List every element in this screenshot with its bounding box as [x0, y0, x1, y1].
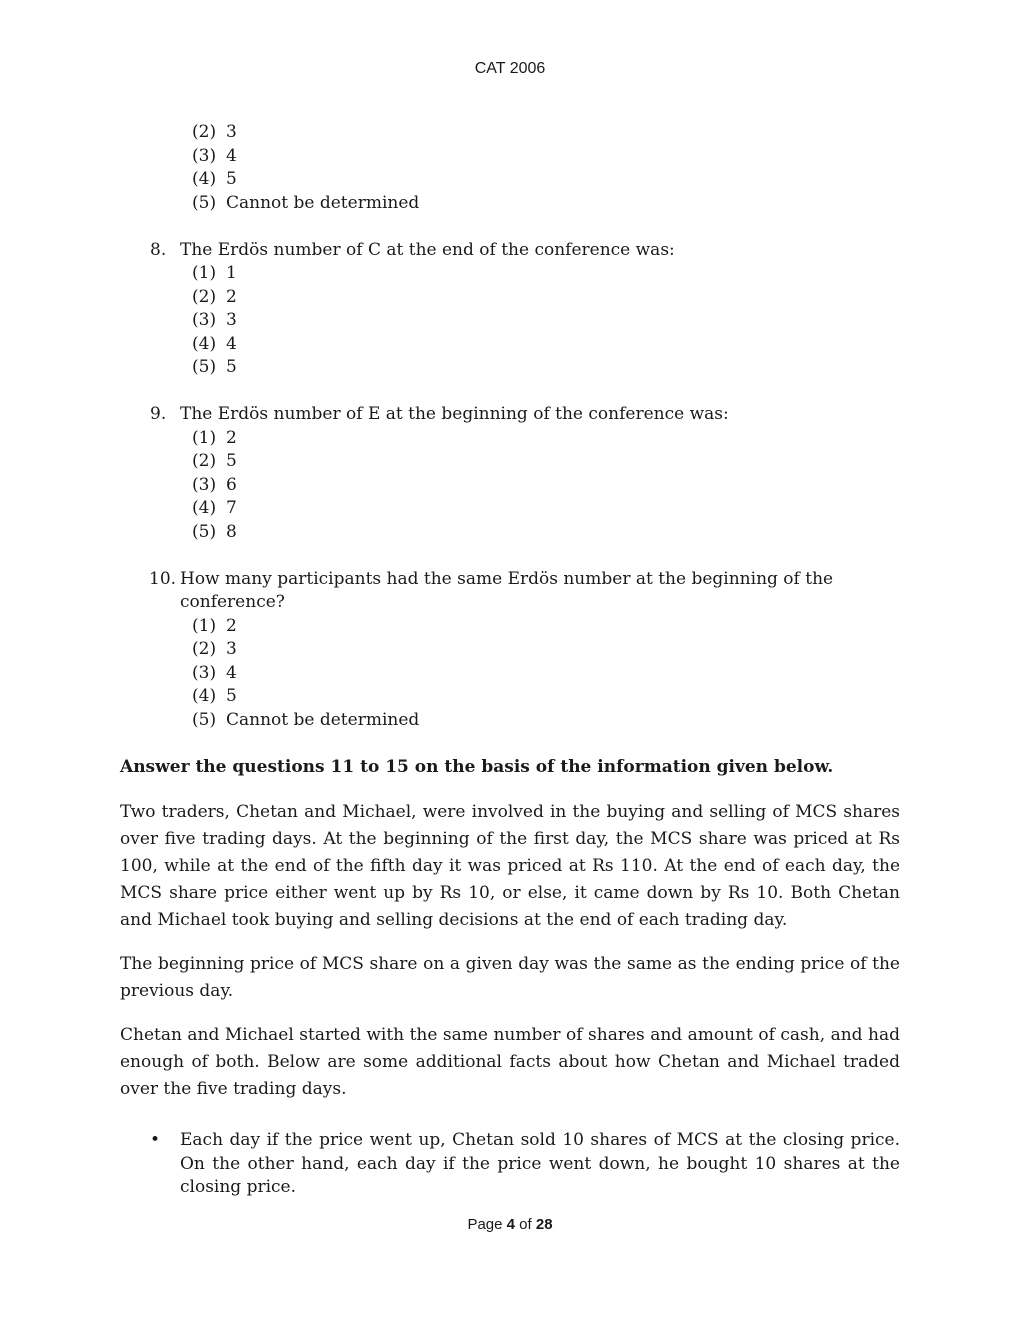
question-number: 8. [150, 239, 167, 260]
option: (5) 8 [192, 521, 237, 542]
question-9 [120, 403, 900, 544]
question-options [180, 615, 900, 733]
option: (2) 3 [192, 639, 237, 659]
question-number: 9. [150, 404, 167, 424]
continued-options [120, 121, 900, 215]
question-options [180, 427, 900, 545]
footer-current-page: 4 [506, 1216, 515, 1233]
option: (5) 5 [192, 357, 237, 377]
footer-total-pages: 28 [535, 1216, 553, 1233]
option: (3) 4 [192, 662, 237, 683]
option: (4) 5 [192, 169, 237, 189]
option: (4) 4 [192, 333, 237, 354]
question-text: The Erdös number of E at the beginning of the conference was: [180, 404, 729, 424]
page-footer [0, 1216, 1020, 1233]
option: (3) 6 [192, 474, 237, 495]
option: (2) 3 [192, 122, 237, 142]
option: (5) Cannot be determined [192, 192, 420, 213]
footer-page-label: Page [467, 1216, 503, 1233]
option: (5) Cannot be determined [192, 709, 420, 730]
paragraph: The beginning price of MCS share on a given day was the same as the ending price of the previous day. [120, 954, 900, 1001]
bullet-item: • Each day if the price went up, Chetan sold 10 shares of MCS at the closing price. On the other hand, each day if the price went down, he bought 10 shares at the closing price. [150, 1130, 900, 1197]
paragraph: Two traders, Chetan and Michael, were involved in the buying and selling of MCS shares over five trading days. At the beginning of the first day, the MCS share was priced at Rs 100, while at the end of the fifth day it was priced at Rs 110. At the end of each day, the MCS share price either went up by Rs 10, or else, it came down by Rs 10. Both Chetan and Michael took buying and selling decisions at the end of each trading day. [120, 802, 900, 930]
option: (3) 3 [192, 310, 237, 330]
paragraph: Chetan and Michael started with the same number of shares and amount of cash, and had enough of both. Below are some additional facts about how Chetan and Michael traded over the five trading days. [120, 1025, 900, 1099]
option: (1) 2 [192, 427, 237, 448]
option: (4) 7 [192, 498, 237, 518]
section-heading: Answer the questions 11 to 15 on the basis of the information given below. [120, 756, 834, 777]
bullet-icon: • [150, 1130, 161, 1150]
question-10 [120, 568, 900, 733]
option: (3) 4 [192, 145, 237, 166]
option: (4) 5 [192, 686, 237, 706]
question-text: The Erdös number of C at the end of the conference was: [180, 239, 675, 260]
page-header [0, 60, 1020, 78]
question-number: 10. [149, 568, 177, 589]
option: (1) 1 [192, 263, 237, 283]
page-content [120, 121, 900, 1200]
footer-of-label: of [519, 1216, 532, 1233]
option: (1) 2 [192, 615, 237, 636]
question-options [180, 262, 900, 380]
question-8 [120, 239, 900, 380]
question-text: How many participants had the same Erdös number at the beginning of the conference? [180, 568, 834, 612]
bullet-list [120, 1129, 900, 1200]
header-title: CAT 2006 [474, 60, 546, 77]
option: (2) 5 [192, 451, 237, 471]
option: (2) 2 [192, 286, 237, 307]
